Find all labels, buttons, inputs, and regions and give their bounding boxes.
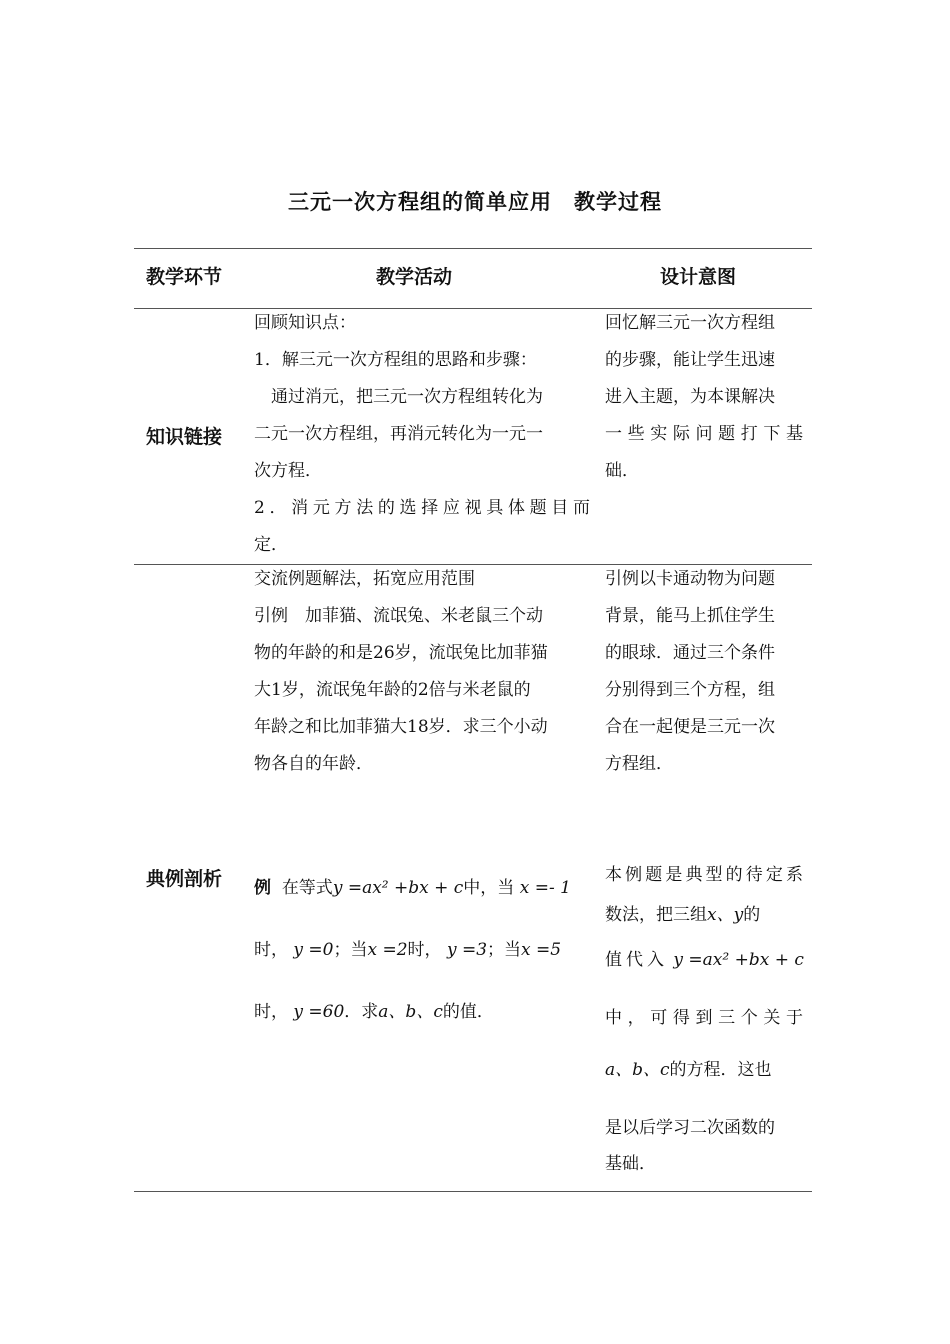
- intent-line: 引例以卡通动物为问题: [605, 569, 775, 589]
- intent-line: 中，可得到三个关于: [605, 1008, 803, 1028]
- intent-text: 的方程．这也: [669, 1060, 772, 1080]
- activity-line: 通过消元，把三元一次方程组转化为: [254, 387, 543, 407]
- intent-line: 的眼球．通过三个条件: [605, 643, 775, 663]
- section2-activity: [254, 561, 590, 783]
- section1-intent: [605, 305, 803, 490]
- intent-line: 方程组．: [605, 754, 673, 774]
- example-text: 时，: [407, 940, 442, 960]
- value: y =3: [446, 940, 488, 960]
- header-intent: 设计意图: [660, 266, 737, 288]
- example-text: 时，: [254, 1002, 288, 1022]
- example-label: 例: [254, 878, 271, 898]
- activity-line: 引例 加菲猫、流氓兔、米老鼠三个动: [254, 606, 543, 626]
- table-top-rule: [134, 248, 812, 249]
- activity-line: 物各自的年龄．: [254, 754, 373, 774]
- header-stage: 教学环节: [146, 266, 223, 288]
- header-activity: 教学活动: [376, 266, 453, 288]
- activity-line: 年龄之和比加菲猫大18岁．求三个小动: [254, 717, 548, 737]
- intent-line: 回忆解三元一次方程组: [605, 313, 775, 333]
- section-stage-examples: 典例剖析: [146, 868, 223, 890]
- intent-text: 数法，把三组: [605, 905, 707, 925]
- intent-line: 一些实际问题打下基: [605, 424, 803, 444]
- variables: x、y: [707, 905, 744, 925]
- table-bottom-rule: [134, 1191, 812, 1192]
- activity-line: 定．: [254, 535, 288, 555]
- value: y =0: [293, 940, 334, 960]
- formula: y =ax² +bx + c: [332, 878, 464, 898]
- example-text: ；当: [487, 940, 522, 960]
- activity-line: 交流例题解法，拓宽应用范围: [254, 569, 475, 589]
- intent-text: 值代入: [605, 950, 668, 970]
- activity-line: 2．消元方法的选择应视具体题目而: [254, 498, 590, 518]
- intent-line: 础．: [605, 461, 639, 481]
- activity-line: 二元一次方程组，再消元转化为一元一: [254, 424, 543, 444]
- example-text: ；当: [333, 940, 368, 960]
- example-text: 时，: [254, 940, 288, 960]
- example-text: ．求: [344, 1002, 379, 1022]
- activity-line: 回顾知识点：: [254, 313, 356, 333]
- intent-line: 是以后学习二次函数的: [605, 1118, 775, 1138]
- activity-line: 大1岁，流氓兔年龄的2倍与米老鼠的: [254, 680, 531, 700]
- page-title: 三元一次方程组的简单应用 教学过程: [288, 190, 662, 214]
- intent-line: 分别得到三个方程，组: [605, 680, 775, 700]
- example-problem: [254, 857, 590, 1043]
- intent-line: 基础．: [605, 1154, 656, 1174]
- example-text: 的值．: [442, 1002, 494, 1022]
- intent-line: 背景，能马上抓住学生: [605, 606, 775, 626]
- example-text: 在等式: [281, 878, 333, 898]
- variables: a、b、c: [605, 1060, 670, 1080]
- section-stage-knowledge: 知识链接: [146, 426, 223, 448]
- intent-text: 的: [743, 905, 761, 925]
- example-intent: [605, 855, 803, 1184]
- activity-line: 物的年龄的和是26岁，流氓兔比加菲猫: [254, 643, 548, 663]
- section2-intent: [605, 561, 803, 783]
- intent-line: 合在一起便是三元一次: [605, 717, 775, 737]
- variables: a、b、c: [378, 1002, 443, 1022]
- formula: y =ax² +bx + c: [673, 950, 804, 970]
- section1-activity: [254, 305, 590, 564]
- activity-line: 1．解三元一次方程组的思路和步骤：: [254, 350, 537, 370]
- intent-line: 进入主题，为本课解决: [605, 387, 775, 407]
- activity-line: 次方程．: [254, 461, 322, 481]
- intent-line: 本例题是典型的待定系: [605, 865, 803, 885]
- condition: x =2: [367, 940, 408, 960]
- example-text: 中，当: [463, 878, 515, 898]
- condition: x =5: [521, 940, 562, 960]
- value: y =60: [293, 1002, 345, 1022]
- intent-line: 的步骤，能让学生迅速: [605, 350, 775, 370]
- condition: x =- 1: [519, 878, 571, 898]
